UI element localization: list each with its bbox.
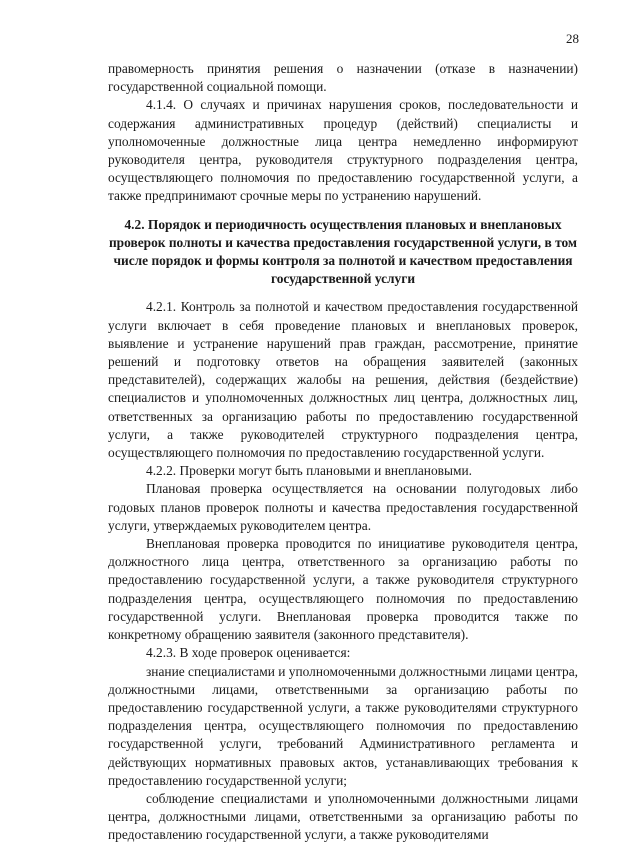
- paragraph-continuation: правомерность принятия решения о назначении (отказе в назначении) государственной социальной помощи.: [108, 61, 578, 95]
- paragraph-4-2-2: 4.2.2. Проверки могут быть плановыми и внеплановыми.: [146, 463, 472, 479]
- paragraph-knowledge-item: знание специалистами и уполномоченными должностными лицами центра, должностными лицами, ответственными за организацию работы по предоставлению государственной услуги, а также руководителями структурного подразделения центра, осуществляющего полномочия по предоставлению государственной услуги, требований Административного регламента и действующих нормативных правовых актов, устанавливающих требования к предоставлению государственной услуги;: [108, 663, 578, 788]
- paragraph-compliance-item: соблюдение специалистами и уполномоченными должностными лицами центра, должностными лицами, ответственными за организацию работы по предоставлению государственной услуги, а также руководителями: [108, 790, 578, 843]
- section-heading-4-2: 4.2. Порядок и периодичность осуществления плановых и внеплановых проверок полноты и качества предоставления государственной услуги, в том числе порядок и формы контроля за полнотой и качеством предоставления государственной услуги: [108, 216, 578, 287]
- document-body: [108, 60, 578, 845]
- paragraph-4-2-3: 4.2.3. В ходе проверок оценивается:: [146, 645, 351, 661]
- paragraph-planned-check: Плановая проверка осуществляется на основании полугодовых либо годовых планов проверок полноты и качества предоставления государственной услуги, утверждаемых руководителем центра.: [108, 481, 578, 533]
- paragraph-unplanned-check: Внеплановая проверка проводится по инициативе руководителя центра, должностного лица центра, ответственного за организацию работы по предоставлению государственной услуги, а также руководителя структурного подразделения центра, осуществляющего полномочия по предоставлению государственной услуги. Внеплановая проверка проводится также по конкретному обращению заявителя (законного представителя).: [108, 536, 578, 643]
- page-number: 28: [566, 31, 579, 46]
- paragraph-4-1-4: 4.1.4. О случаях и причинах нарушения сроков, последовательности и содержания административных процедур (действий) специалисты и уполномоченные должностные лица центра немедленно информируют руководителя центра, руководителя структурного подразделения центра, осуществляющего полномочия по предоставлению государственной услуги, а также предпринимают срочные меры по устранению нарушений.: [108, 97, 578, 204]
- paragraph-4-2-1: 4.2.1. Контроль за полнотой и качеством предоставления государственной услуги включает в себя проведение плановых и внеплановых проверок, выявление и устранение нарушений прав граждан, рассмотрение, принятие решений и подготовку ответов на обращения заявителей (законных представителей), содержащих жалобы на решения, действия (бездействие) специалистов и уполномоченных должностных лиц центра, должностных лиц, ответственных за организацию работы по предоставлению государственной услуги, а также руководителей структурного подразделения центра, осуществляющего полномочия по предоставлению государственной услуги.: [108, 299, 578, 461]
